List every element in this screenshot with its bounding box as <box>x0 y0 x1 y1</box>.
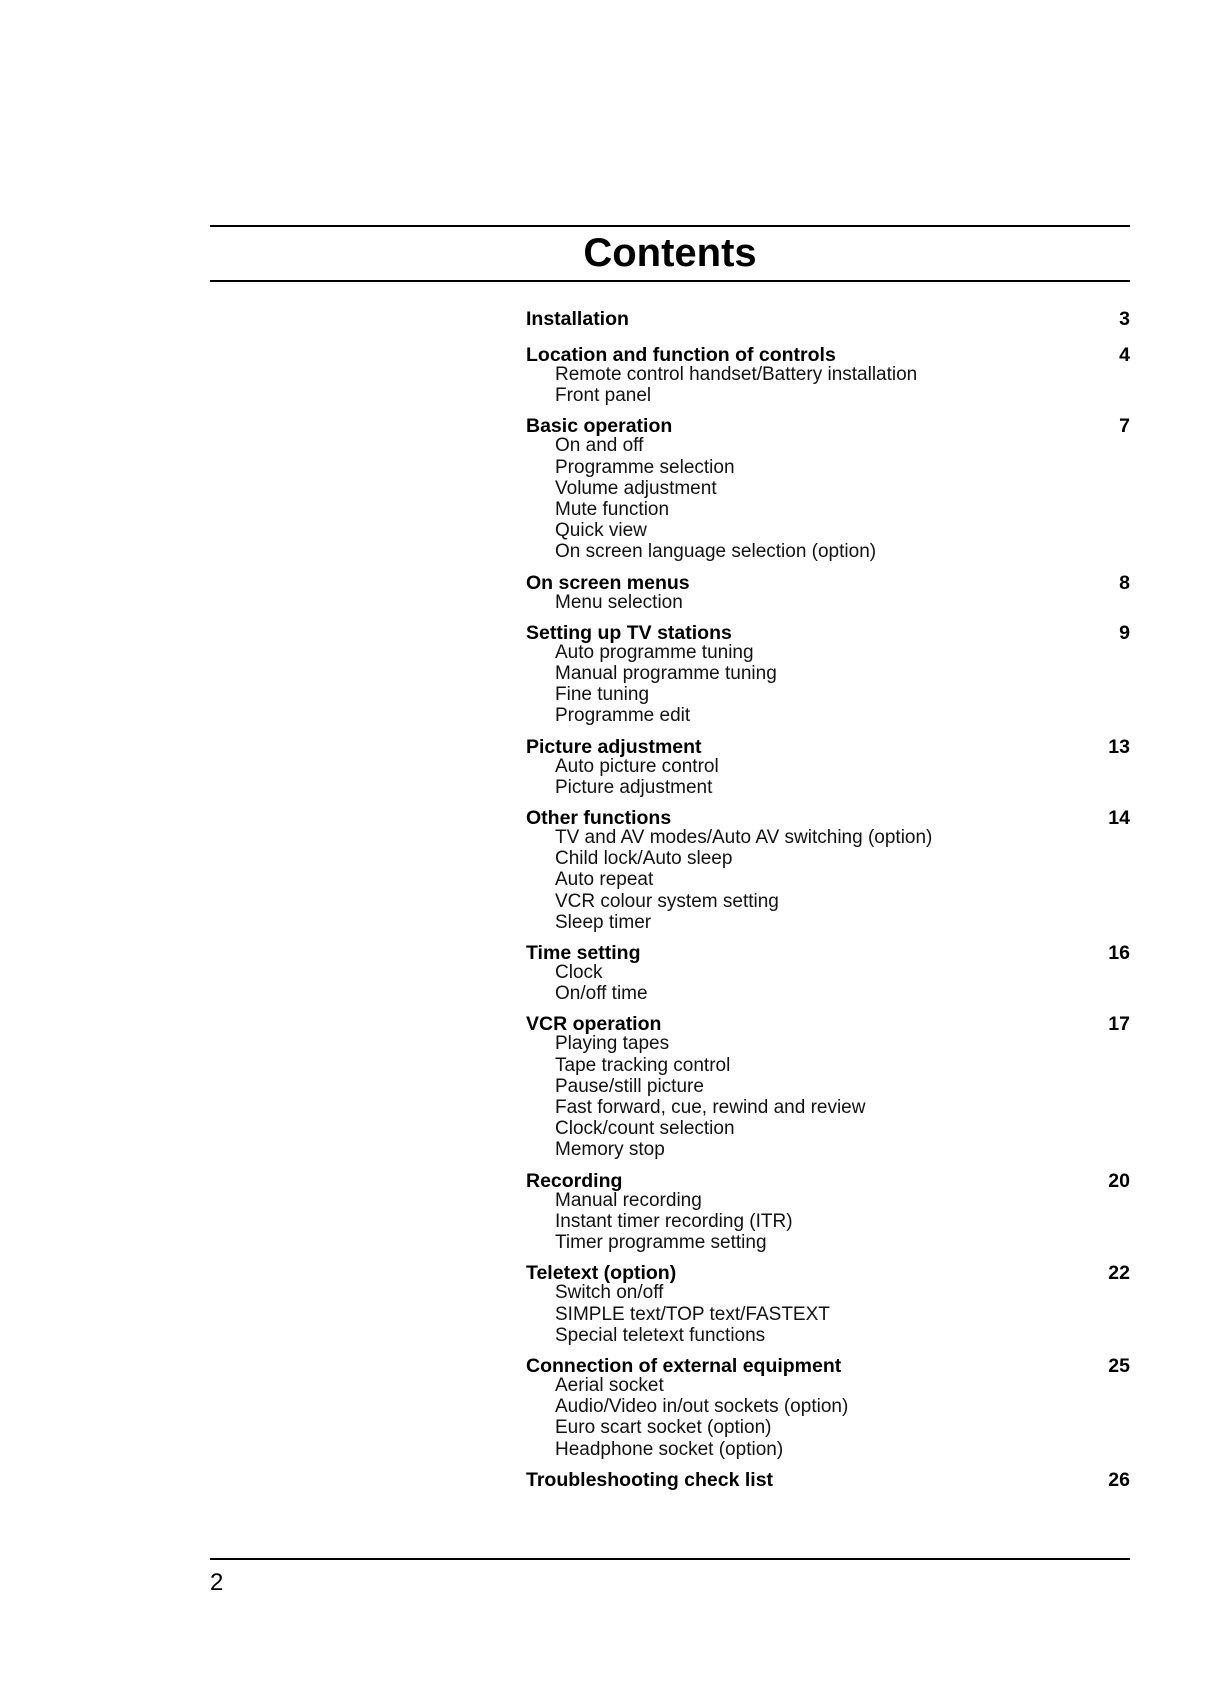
toc-section-page: 26 <box>1108 1468 1130 1491</box>
toc-section <box>526 805 1130 933</box>
toc-section-title: Basic operation <box>526 415 673 438</box>
toc-subitem: On and off <box>555 435 644 457</box>
toc-section-heading <box>526 1168 1130 1197</box>
toc-subitem-list <box>526 435 1130 562</box>
toc-section-page: 14 <box>1108 807 1130 830</box>
toc-subitem: Mute function <box>555 499 670 521</box>
toc-section-title: Recording <box>526 1169 623 1192</box>
toc-subitem-list <box>526 1190 1130 1254</box>
toc-section-page: 20 <box>1108 1169 1130 1192</box>
toc-section-page: 7 <box>1119 415 1130 438</box>
toc-section-title: Installation <box>526 308 629 330</box>
toc-section-heading <box>526 570 1130 599</box>
toc-subitem: Headphone socket (option) <box>555 1438 784 1460</box>
toc-subitem: Sleep timer <box>555 911 652 933</box>
toc-section-title: Teletext (option) <box>526 1262 677 1285</box>
toc-section-page: 13 <box>1108 735 1130 758</box>
toc-subitem: Fast forward, cue, rewind and review <box>555 1097 866 1119</box>
toc-section-title: Location and function of controls <box>526 344 836 366</box>
toc-subitem: Menu selection <box>555 591 683 613</box>
toc-section-title: Troubleshooting check list <box>526 1468 774 1491</box>
toc-section-page: 16 <box>1108 942 1130 965</box>
toc-section <box>526 940 1130 1004</box>
toc-subitem: Timer programme setting <box>555 1232 767 1254</box>
toc-section-heading <box>526 805 1130 834</box>
toc-section <box>526 1011 1130 1160</box>
toc-section <box>526 1168 1130 1254</box>
toc-section-page: 3 <box>1119 308 1130 330</box>
toc-subitem: Fine tuning <box>555 684 650 706</box>
toc-section-title: Setting up TV stations <box>526 621 732 644</box>
header-rule-bottom <box>210 280 1130 282</box>
toc-subitem: Instant timer recording (ITR) <box>555 1210 793 1232</box>
toc-subitem: Quick view <box>555 520 647 542</box>
toc-subitem-list <box>526 1282 1130 1346</box>
toc-subitem: Manual programme tuning <box>555 663 777 685</box>
toc-section-heading <box>526 306 1130 335</box>
toc-subitem: Auto picture control <box>555 755 719 777</box>
toc-subitem: Clock <box>555 962 603 984</box>
toc-subitem-list <box>526 827 1130 933</box>
toc-section-heading <box>526 734 1130 763</box>
toc-section-heading <box>526 1260 1130 1289</box>
toc-section-heading <box>526 413 1130 442</box>
toc-subitem-list <box>526 1375 1130 1460</box>
toc-subitem: VCR colour system setting <box>555 890 779 912</box>
toc-section <box>526 342 1130 406</box>
toc-section-page: 8 <box>1119 571 1130 594</box>
toc-section-heading <box>526 1353 1130 1382</box>
toc-section-heading <box>526 342 1130 371</box>
toc-subitem: SIMPLE text/TOP text/FASTEXT <box>555 1303 830 1325</box>
toc-subitem: Picture adjustment <box>555 776 713 798</box>
toc-section <box>526 570 1130 613</box>
toc-section-title: Connection of external equipment <box>526 1354 842 1377</box>
toc-section-page: 17 <box>1108 1013 1130 1036</box>
toc-section-page: 22 <box>1108 1262 1130 1285</box>
toc-section <box>526 1353 1130 1460</box>
toc-subitem: Switch on/off <box>555 1282 664 1304</box>
toc-subitem: Remote control handset/Battery installation <box>555 364 918 385</box>
toc-section-page: 9 <box>1119 621 1130 644</box>
toc-section <box>526 413 1130 562</box>
toc-section <box>526 306 1130 335</box>
toc-subitem-list <box>526 642 1130 727</box>
footer-rule <box>210 1558 1130 1560</box>
toc-subitem: Euro scart socket (option) <box>555 1417 772 1439</box>
toc-section-heading <box>526 1467 1130 1496</box>
page-title: Contents <box>583 231 757 275</box>
toc-section <box>526 1260 1130 1346</box>
toc-section-title: Time setting <box>526 942 641 965</box>
toc-subitem: On/off time <box>555 983 648 1005</box>
toc-subitem: Clock/count selection <box>555 1118 735 1140</box>
toc-section-title: VCR operation <box>526 1013 662 1036</box>
toc-section-heading <box>526 940 1130 969</box>
toc-subitem: Playing tapes <box>555 1033 670 1055</box>
toc-section <box>526 1467 1130 1496</box>
toc-section-title: On screen menus <box>526 571 690 594</box>
toc-subitem: Auto programme tuning <box>555 641 754 663</box>
page-number: 2 <box>210 1569 224 1596</box>
toc-subitem: Aerial socket <box>555 1374 664 1396</box>
toc-subitem: Manual recording <box>555 1189 702 1211</box>
toc-section-heading <box>526 620 1130 649</box>
toc-section <box>526 620 1130 727</box>
toc-subitem: Volume adjustment <box>555 477 717 499</box>
toc-subitem: Auto repeat <box>555 869 654 891</box>
toc-subitem: Special teletext functions <box>555 1324 766 1346</box>
toc-subitem: Programme selection <box>555 456 735 478</box>
toc-section-heading <box>526 1011 1130 1040</box>
toc-subitem: Pause/still picture <box>555 1075 704 1097</box>
toc-subitem-list <box>526 1033 1130 1160</box>
toc-section-title: Picture adjustment <box>526 735 702 758</box>
toc-subitem: Front panel <box>555 385 652 407</box>
toc-subitem: Tape tracking control <box>555 1054 731 1076</box>
toc-subitem: Memory stop <box>555 1139 665 1161</box>
toc-section-page: 4 <box>1119 344 1130 366</box>
toc-subitem: Programme edit <box>555 705 691 727</box>
toc-subitem: Child lock/Auto sleep <box>555 848 733 870</box>
toc-subitem: On screen language selection (option) <box>555 541 877 563</box>
table-of-contents <box>526 306 1130 1503</box>
toc-section-page: 25 <box>1108 1354 1130 1377</box>
toc-section-title: Other functions <box>526 807 672 830</box>
toc-subitem: Audio/Video in/out sockets (option) <box>555 1396 849 1418</box>
toc-section <box>526 734 1130 798</box>
toc-subitem: TV and AV modes/Auto AV switching (option) <box>555 827 933 849</box>
